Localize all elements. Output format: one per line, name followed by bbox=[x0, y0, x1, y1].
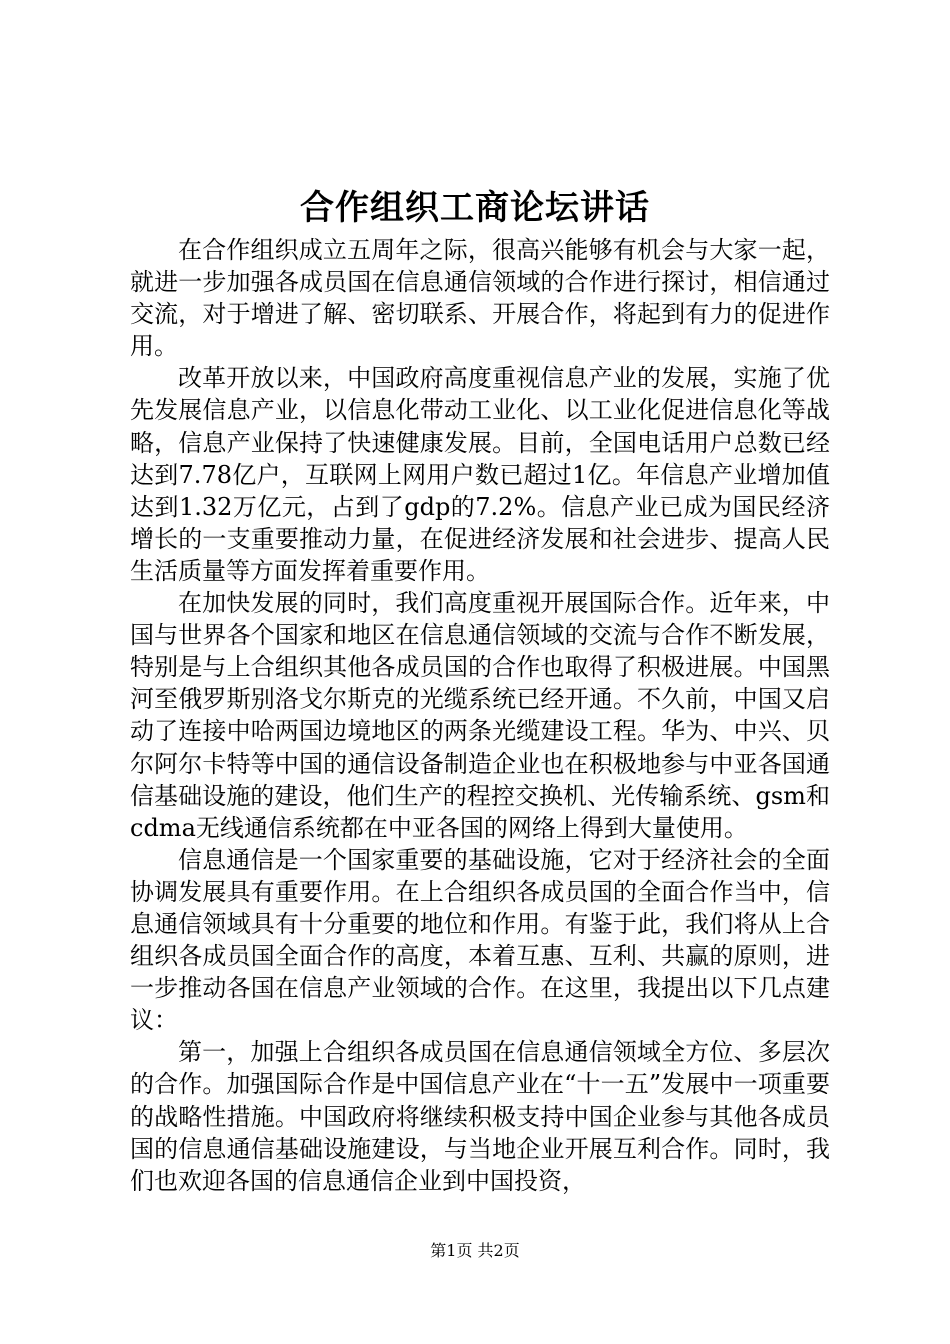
paragraph: 信息通信是一个国家重要的基础设施，它对于经济社会的全面协调发展具有重要作用。在上合组织各成员国的全面合作当中，信息通信领域具有十分重要的地位和作用。有鉴于此，我们将从上合组织各成员国全面合作的高度，本着互惠、互利、共赢的原则，进一步推动各国在信息产业领域的合作。在这里，我提出以下几点建议： bbox=[130, 845, 830, 1035]
paragraph: 第一，加强上合组织各成员国在信息通信领域全方位、多层次的合作。加强国际合作是中国信息产业在“十一五”发展中一项重要的战略性措施。中国政府将继续积极支持中国企业参与其他各成员国的信息通信基础设施建设，与当地企业开展互利合作。同时，我们也欢迎各国的信息通信企业到中国投资， bbox=[130, 1038, 830, 1195]
page-number-footer: 第1页 共2页 bbox=[430, 1241, 520, 1260]
paragraph: 在加快发展的同时，我们高度重视开展国际合作。近年来，中国与世界各个国家和地区在信息通信领域的交流与合作不断发展，特别是与上合组织其他各成员国的合作也取得了积极进展。中国黑河至俄罗斯别洛戈尔斯克的光缆系统已经开通。不久前，中国又启动了连接中哈两国边境地区的两条光缆建设工程。华为、中兴、贝尔阿尔卡特等中国的通信设备制造企业也在积极地参与中亚各国通信基础设施的建设，他们生产的程控交换机、光传输系统、gsm和cdma无线通信系统都在中亚各国的网络上得到大量使用。 bbox=[130, 589, 830, 842]
paragraph: 改革开放以来，中国政府高度重视信息产业的发展，实施了优先发展信息产业，以信息化带动工业化、以工业化促进信息化等战略，信息产业保持了快速健康发展。目前，全国电话用户总数已经达到7.78亿户，互联网上网用户数已超过1亿。年信息产业增加值达到1.32万亿元，占到了gdp的7.2%。信息产业已成为国民经济增长的一支重要推动力量，在促进经济发展和社会进步、提高人民生活质量等方面发挥着重要作用。 bbox=[130, 364, 830, 585]
document-body bbox=[130, 234, 830, 1197]
document-title: 合作组织工商论坛讲话 bbox=[300, 188, 650, 228]
paragraph: 在合作组织成立五周年之际，很高兴能够有机会与大家一起，就进一步加强各成员国在信息通信领域的合作进行探讨，相信通过交流，对于增进了解、密切联系、开展合作，将起到有力的促进作用。 bbox=[130, 236, 830, 361]
